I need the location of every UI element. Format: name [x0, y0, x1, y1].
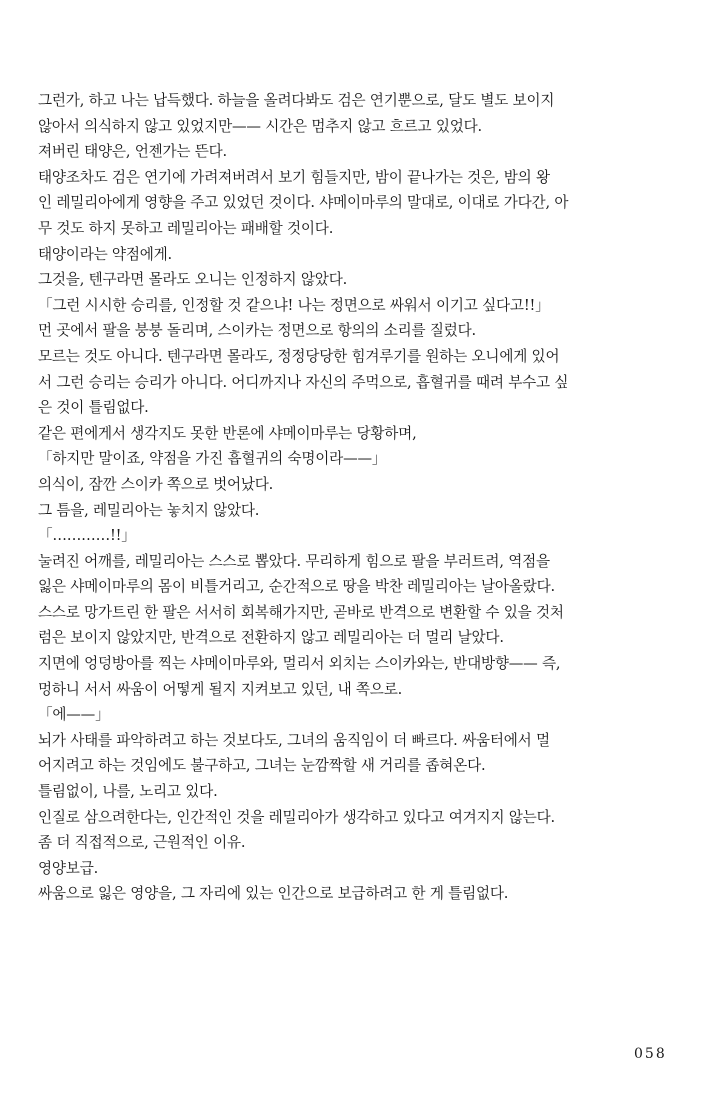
text-line: 그 틈을, 레밀리아는 놓치지 않았다.: [38, 501, 260, 519]
text-line: 눌려진 어깨를, 레밀리아는 스스로 뽑았다. 무리하게 힘으로 팔을 부러트려, 역점을: [38, 552, 550, 570]
text-line: 멍하니 서서 싸움이 어떻게 될지 지켜보고 있던, 내 쪽으로.: [38, 680, 403, 698]
text-line: 태양조차도 검은 연기에 가려져버려서 보기 힘들지만, 밤이 끝나가는 것은, 밤의 왕: [38, 168, 550, 186]
text-line: 져버린 태양은, 언젠가는 뜬다.: [38, 143, 227, 161]
text-line: 스스로 망가트린 한 팔은 서서히 회복해가지만, 곧바로 반격으로 변환할 수 있을 것처: [38, 603, 564, 621]
text-line: 영양보급.: [38, 859, 99, 877]
text-line: 「…………!!」: [38, 527, 136, 545]
text-line: 않아서 의식하지 않고 있었지만—— 시간은 멈추지 않고 흐르고 있었다.: [38, 117, 482, 135]
text-line: 「그런 시시한 승리를, 인정할 것 같으냐! 나는 정면으로 싸워서 이기고 싶다고!!」: [38, 296, 550, 314]
text-line: 「하지만 말이죠, 약점을 가진 흡혈귀의 숙명이라——」: [38, 450, 387, 468]
body-text: [38, 88, 688, 907]
text-line: 인 레밀리아에게 영향을 주고 있었던 것이다. 샤메이마루의 말대로, 이대로 가다간, 아: [38, 194, 569, 212]
text-line: 어지려고 하는 것임에도 불구하고, 그녀는 눈깜짝할 새 거리를 좁혀온다.: [38, 757, 486, 775]
text-line: 「에——」: [38, 706, 110, 724]
text-line: 싸움으로 잃은 영양을, 그 자리에 있는 인간으로 보급하려고 한 게 틀림없다.: [38, 885, 509, 903]
text-line: 그런가, 하고 나는 납득했다. 하늘을 올려다봐도 검은 연기뿐으로, 달도 별도 보이지: [38, 92, 555, 109]
text-line: 럼은 보이지 않았지만, 반격으로 전환하지 않고 레밀리아는 더 멀리 날았다.: [38, 629, 504, 647]
text-line: 은 것이 틀림없다.: [38, 399, 149, 417]
text-line: 잃은 샤메이마루의 몸이 비틀거리고, 순간적으로 땅을 박찬 레밀리아는 날아올랐다.: [38, 578, 555, 596]
text-line: 무 것도 하지 못하고 레밀리아는 패배할 것이다.: [38, 219, 334, 237]
text-line: 먼 곳에서 팔을 붕붕 돌리며, 스이카는 정면으로 항의의 소리를 질렀다.: [38, 322, 476, 340]
text-line: 서 그런 승리는 승리가 아니다. 어디까지나 자신의 주먹으로, 흡혈귀를 때려 부수고 싶: [38, 373, 569, 391]
text-line: 같은 편에게서 생각지도 못한 반론에 샤메이마루는 당황하며,: [38, 424, 417, 442]
text-line: 인질로 삼으려한다는, 인간적인 것을 레밀리아가 생각하고 있다고 여겨지지 않는다.: [38, 808, 555, 826]
text-line: 의식이, 잠깐 스이카 쪽으로 벗어났다.: [38, 475, 274, 493]
text-line: 모르는 것도 아니다. 텐구라면 몰라도, 정정당당한 힘겨루기를 원하는 오니에게 있어: [38, 347, 560, 365]
page-number: 058: [634, 1046, 667, 1062]
text-line: 태양이라는 약점에게.: [38, 245, 172, 263]
text-line: 지면에 엉덩방아를 찍는 샤메이마루와, 멀리서 외치는 스이카와는, 반대방향—— 즉,: [38, 655, 561, 673]
text-line: 좀 더 직접적으로, 근원적인 이유.: [38, 834, 246, 852]
text-line: 틀림없이, 나를, 노리고 있다.: [38, 783, 218, 801]
text-line: 그것을, 텐구라면 몰라도 오니는 인정하지 않았다.: [38, 271, 348, 289]
text-line: 뇌가 사태를 파악하려고 하는 것보다도, 그녀의 움직임이 더 빠르다. 싸움터에서 멀: [38, 731, 550, 749]
